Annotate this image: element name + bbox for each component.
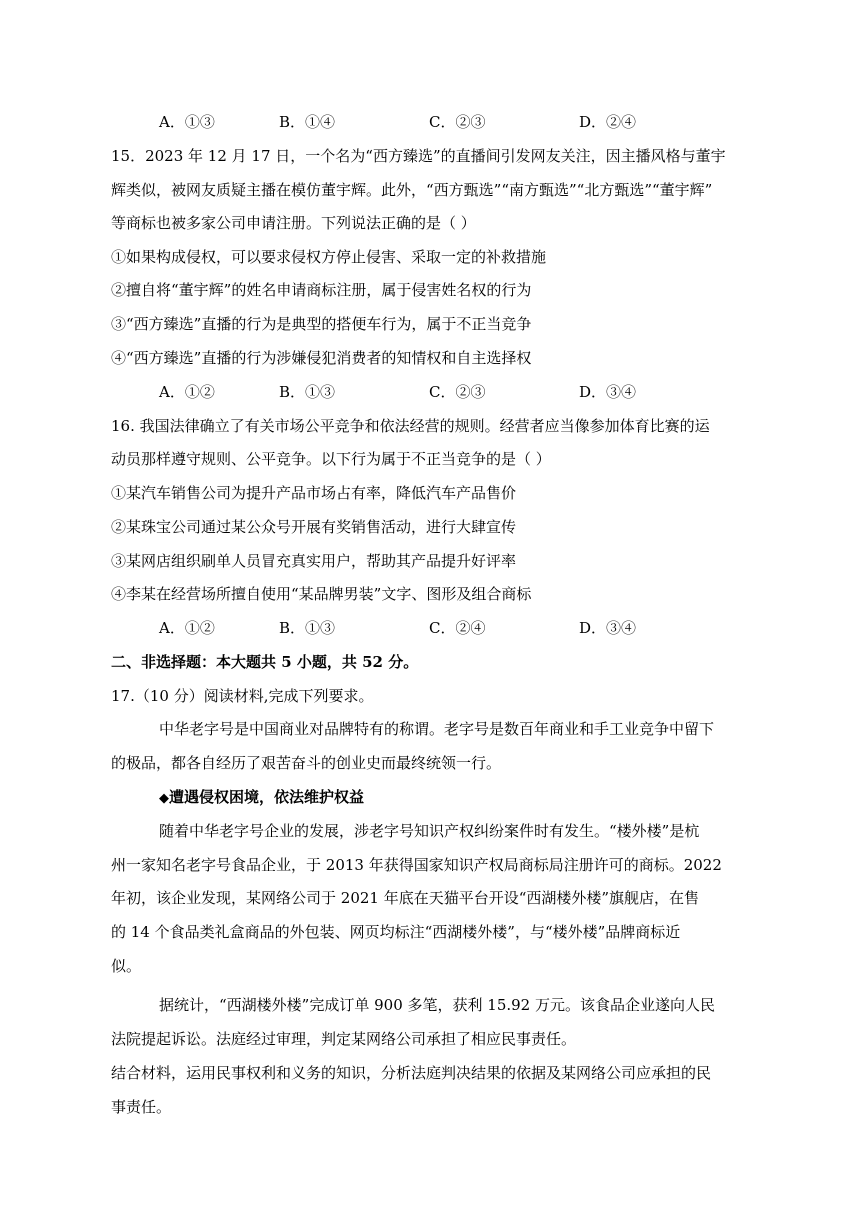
q15-stem-line-1: 15．2023 年 12 月 17 日，一个名为“西方臻选”的直播间引发网友关注，因主播风格与董宇 (111, 147, 726, 165)
section-heading: 二、非选择题：本大题共 5 小题，共 52 分。 (111, 653, 419, 671)
q16-statement-2: ②某珠宝公司通过某公众号开展有奖销售活动，进行大肆宣传 (111, 518, 517, 536)
q17-para3-line-1: 据统计，“西湖楼外楼”完成订单 900 多笔，获利 15.92 万元。该食品企业遂向人民 (159, 996, 715, 1014)
q17-question-line-2: 事责任。 (111, 1098, 172, 1116)
q17-para2-line-4: 的 14 个食品类礼盒商品的外包装、网页均标注“西湖楼外楼”，与“楼外楼”品牌商标近 (111, 923, 681, 941)
q17-para1-line-1: 中华老字号是中国商业对品牌特有的称谓。老字号是数百年商业和手工业竞争中留下 (159, 720, 715, 738)
diamond-bullet-icon: ◆ (159, 791, 169, 806)
q14-option-a: A．①③ (159, 113, 215, 131)
q15-option-b: B．①③ (279, 383, 336, 401)
q16-statement-1: ①某汽车销售公司为提升产品市场占有率，降低汽车产品售价 (111, 484, 517, 502)
q16-option-d: D．③④ (579, 619, 637, 637)
q14-option-d: D．②④ (579, 113, 637, 131)
q17-subheading (159, 787, 364, 809)
q17-para2-line-5: 似。 (111, 957, 142, 975)
q16-stem-line-1: 16. 我国法律确立了有关市场公平竞争和依法经营的规则。经营者应当像参加体育比赛的运 (111, 417, 710, 435)
q17-para2-line-1: 随着中华老字号企业的发展，涉老字号知识产权纠纷案件时有发生。“楼外楼”是杭 (159, 822, 700, 840)
q15-statement-1: ①如果构成侵权，可以要求侵权方停止侵害、采取一定的补救措施 (111, 248, 547, 266)
q17-subheading-text: 遭遇侵权困境，依法维护权益 (169, 788, 365, 806)
q15-statement-4: ④“西方臻选”直播的行为涉嫌侵犯消费者的知情权和自主选择权 (111, 349, 532, 367)
q14-option-b: B．①④ (279, 113, 336, 131)
q15-statement-2: ②擅自将“董宇辉”的姓名申请商标注册，属于侵害姓名权的行为 (111, 281, 532, 299)
q16-option-a: A．①② (159, 619, 215, 637)
q14-option-c: C．②③ (429, 113, 486, 131)
q15-statement-3: ③“西方臻选”直播的行为是典型的搭便车行为，属于不正当竞争 (111, 315, 532, 333)
q17-para1-line-2: 的极品，都各自经历了艰苦奋斗的创业史而最终统领一行。 (111, 754, 502, 772)
q16-option-c: C．②④ (429, 619, 486, 637)
q16-stem-line-2: 动员那样遵守规则、公平竞争。以下行为属于不正当竞争的是（ ） (111, 450, 551, 468)
q15-stem-line-3: 等商标也被多家公司申请注册。下列说法正确的是（ ） (111, 214, 476, 232)
q17-para3-line-2: 法院提起诉讼。法庭经过审理，判定某网络公司承担了相应民事责任。 (111, 1030, 577, 1048)
q15-option-d: D．③④ (579, 383, 637, 401)
q17-question-line-1: 结合材料，运用民事权利和义务的知识，分析法庭判决结果的依据及某网络公司应承担的民 (111, 1064, 712, 1082)
q17-para2-line-2: 州一家知名老字号食品企业，于 2013 年获得国家知识产权局商标局注册许可的商标。2022 (111, 856, 722, 874)
q15-option-a: A．①② (159, 383, 215, 401)
q17-para2-line-3: 年初，该企业发现，某网络公司于 2021 年底在天猫平台开设“西湖楼外楼”旗舰店，在售 (111, 889, 700, 907)
q16-statement-4: ④李某在经营场所擅自使用“某品牌男装”文字、图形及组合商标 (111, 585, 532, 603)
q16-option-b: B．①③ (279, 619, 336, 637)
q16-statement-3: ③某网店组织刷单人员冒充真实用户，帮助其产品提升好评率 (111, 552, 517, 570)
q15-stem-line-2: 辉类似，被网友质疑主播在模仿董宇辉。此外，“西方甄选”“南方甄选”“北方甄选”“董宇辉” (111, 181, 713, 199)
q17-stem: 17.（10 分）阅读材料,完成下列要求。 (111, 687, 374, 705)
q15-option-c: C．②③ (429, 383, 486, 401)
